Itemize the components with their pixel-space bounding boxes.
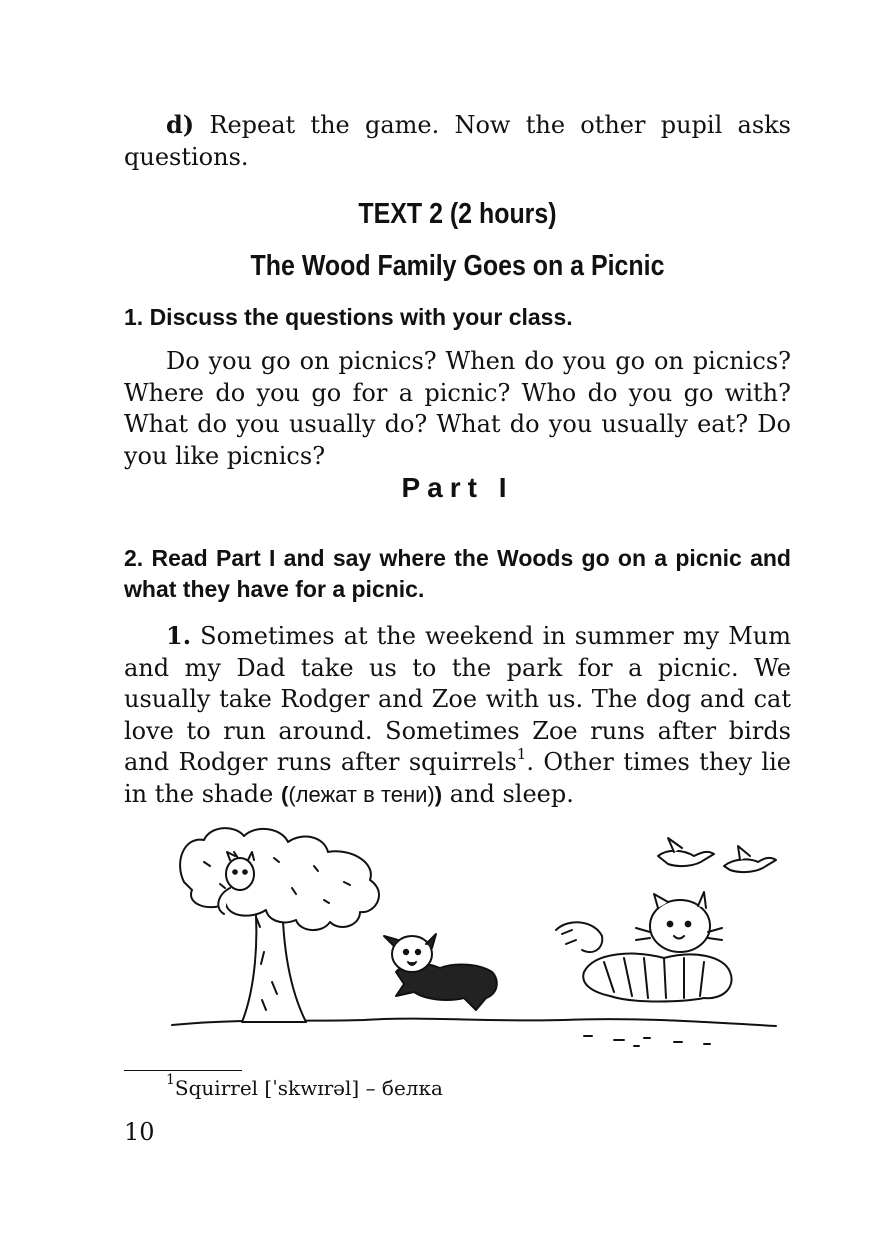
page-number: 10 bbox=[124, 1118, 155, 1146]
intro-text: Repeat the game. Now the other pupil asks questions. bbox=[124, 111, 791, 171]
footnote-text: Squirrel [ˈskwɪrəl] – белка bbox=[174, 1076, 443, 1100]
story-text-after: and sleep. bbox=[442, 779, 574, 808]
task-1-instruction: 1. Discuss the questions with your class. bbox=[124, 304, 573, 330]
story-number: 1. bbox=[166, 621, 192, 650]
dog bbox=[384, 934, 497, 1010]
tree bbox=[180, 828, 379, 1022]
text-title: TEXT 2 (2 hours) bbox=[358, 198, 557, 230]
footnote-reference: 1 bbox=[516, 745, 527, 763]
intro-paragraph bbox=[124, 109, 791, 173]
part-heading: Part I bbox=[401, 472, 514, 503]
gloss-text: (лежат в тени) bbox=[288, 781, 435, 807]
picnic-drawing-icon bbox=[164, 822, 784, 1052]
footnote-marker: 1 bbox=[166, 1072, 175, 1089]
story-text-before: Sometimes at the weekend in summer my Mum and my Dad take us to the park for a picnic. We usually take Rodger and Zoe with us. The dog and cat love to run around. Sometimes Zoe runs after birds and Rodger runs after squirrels bbox=[124, 622, 791, 776]
footnote bbox=[166, 1072, 443, 1100]
footnote-rule bbox=[124, 1070, 242, 1071]
russian-gloss: ((лежат в тени)) bbox=[280, 781, 443, 807]
story-title: The Wood Family Goes on a Picnic bbox=[250, 250, 665, 282]
cat bbox=[556, 892, 732, 1002]
task-2-instruction: 2. Read Part I and say where the Woods go on a picnic and what they have for a picnic. bbox=[124, 545, 791, 602]
birds bbox=[658, 838, 776, 872]
intro-label: d) bbox=[166, 110, 195, 139]
story-paragraph bbox=[124, 620, 791, 810]
textbook-page bbox=[124, 0, 791, 1241]
ground-dashes bbox=[584, 1036, 710, 1046]
discussion-questions: Do you go on picnics? When do you go on picnics? Where do you go for a picnic? Who do you go with? What do you usually do? What do you usually eat? Do you like picnics? bbox=[124, 347, 791, 470]
story-text-middle: . Other times they lie in the shade bbox=[124, 748, 791, 808]
